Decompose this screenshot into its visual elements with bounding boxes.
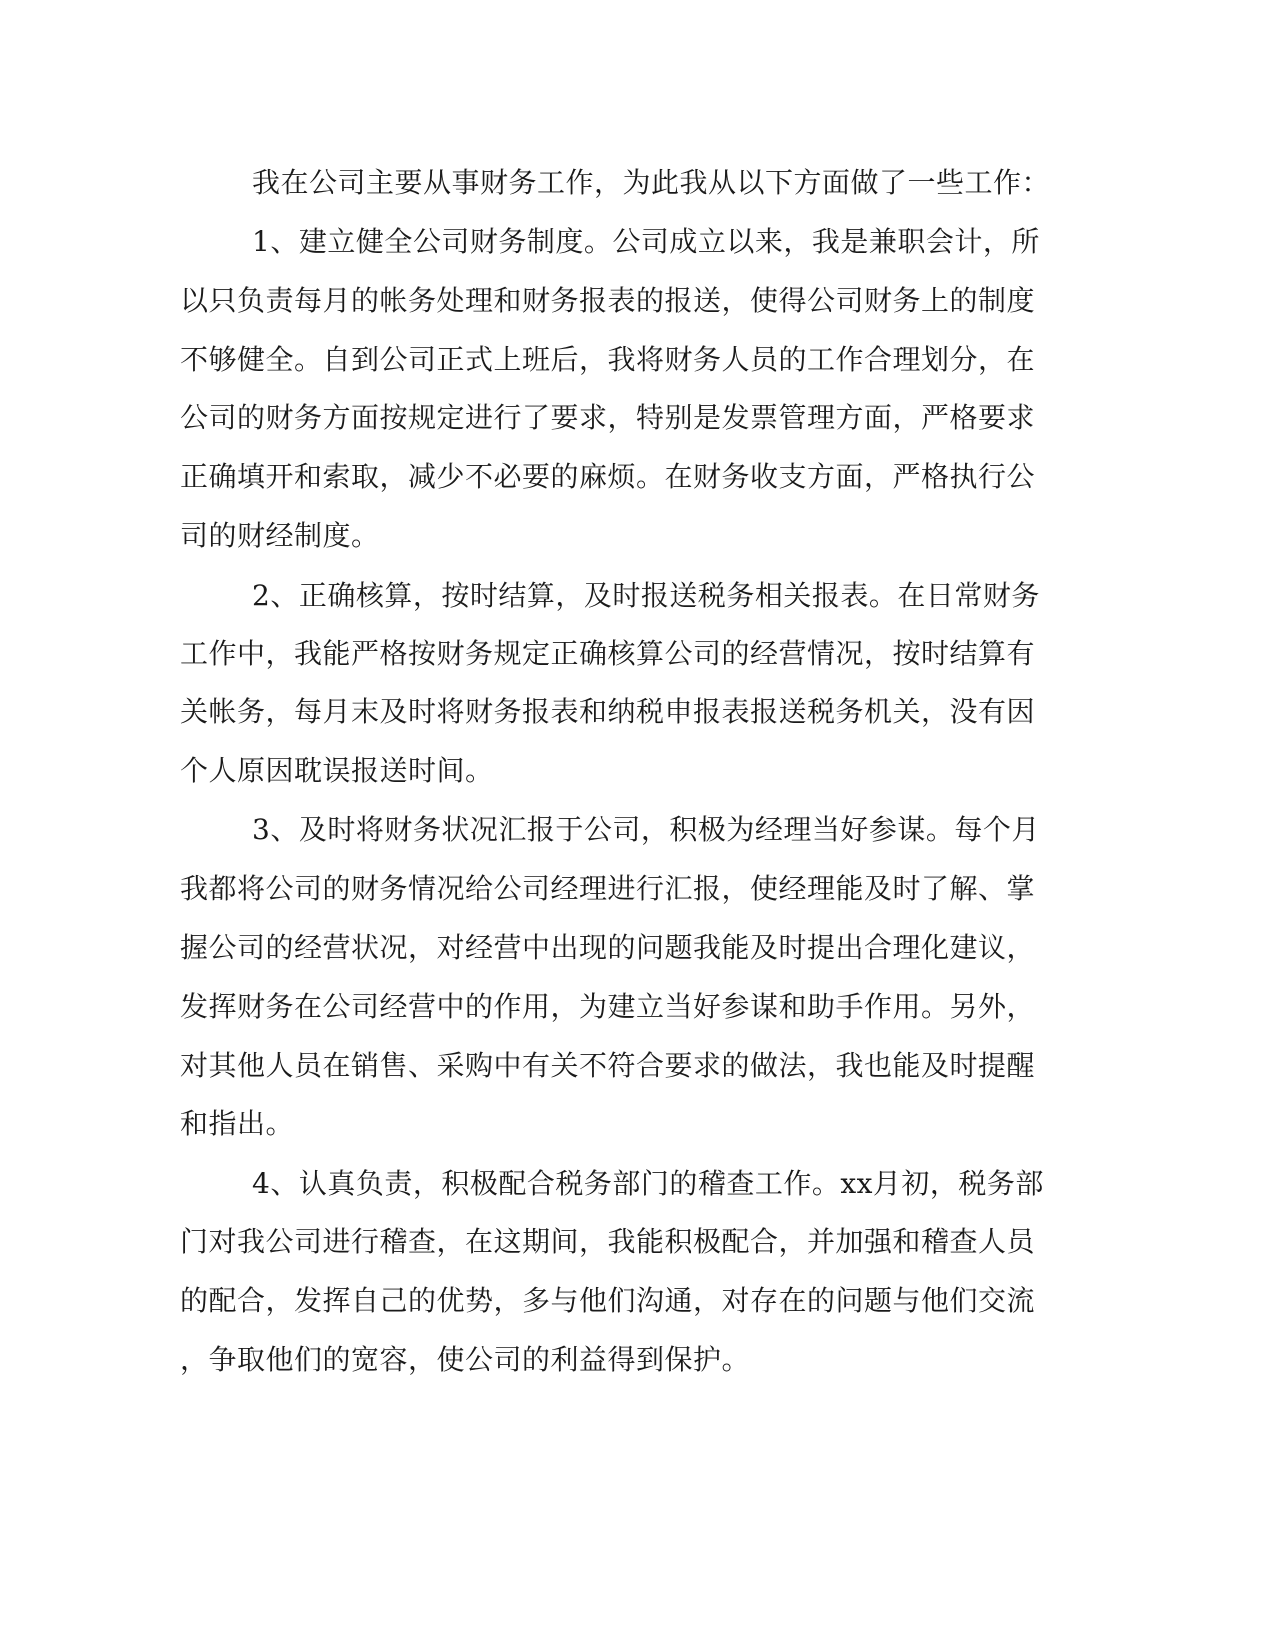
text-line: 握公司的经营状况，对经营中出现的问题我能及时提出合理化建议， <box>180 931 1036 964</box>
text-line: 正确填开和索取，减少不必要的麻烦。在财务收支方面，严格执行公 <box>180 460 1036 493</box>
text-line: 2、正确核算，按时结算，及时报送税务相关报表。在日常财务 <box>252 579 1040 612</box>
text-line: 以只负责每月的帐务处理和财务报表的报送，使得公司财务上的制度 <box>180 284 1036 317</box>
text-line: 不够健全。自到公司正式上班后，我将财务人员的工作合理划分，在 <box>180 343 1036 376</box>
text-line: 我都将公司的财务情况给公司经理进行汇报，使经理能及时了解、掌 <box>180 872 1036 905</box>
text-line: 1、建立健全公司财务制度。公司成立以来，我是兼职会计，所 <box>252 225 1040 258</box>
text-line: 3、及时将财务状况汇报于公司，积极为经理当好参谋。每个月 <box>252 813 1040 846</box>
text-line: 门对我公司进行稽查，在这期间，我能积极配合，并加强和稽查人员 <box>180 1225 1036 1258</box>
text-line: 对其他人员在销售、采购中有关不符合要求的做法，我也能及时提醒 <box>180 1049 1036 1082</box>
text-line: 司的财经制度。 <box>180 519 380 552</box>
text-line: 发挥财务在公司经营中的作用，为建立当好参谋和助手作用。另外， <box>180 990 1036 1023</box>
text-line: 4、认真负责，积极配合税务部门的稽查工作。xx月初，税务部 <box>252 1167 1044 1200</box>
text-line: 的配合，发挥自己的优势，多与他们沟通，对存在的问题与他们交流 <box>180 1284 1036 1317</box>
text-line: 公司的财务方面按规定进行了要求，特别是发票管理方面，严格要求 <box>180 401 1036 434</box>
text-line: 个人原因耽误报送时间。 <box>180 754 494 787</box>
text-line: 工作中，我能严格按财务规定正确核算公司的经营情况，按时结算有 <box>180 637 1036 670</box>
text-line: 我在公司主要从事财务工作，为此我从以下方面做了一些工作： <box>252 166 1051 199</box>
text-line: 关帐务，每月末及时将财务报表和纳税申报表报送税务机关，没有因 <box>180 695 1036 728</box>
text-line: ，争取他们的宽容，使公司的利益得到保护。 <box>180 1343 751 1376</box>
text-line: 和指出。 <box>180 1107 295 1140</box>
